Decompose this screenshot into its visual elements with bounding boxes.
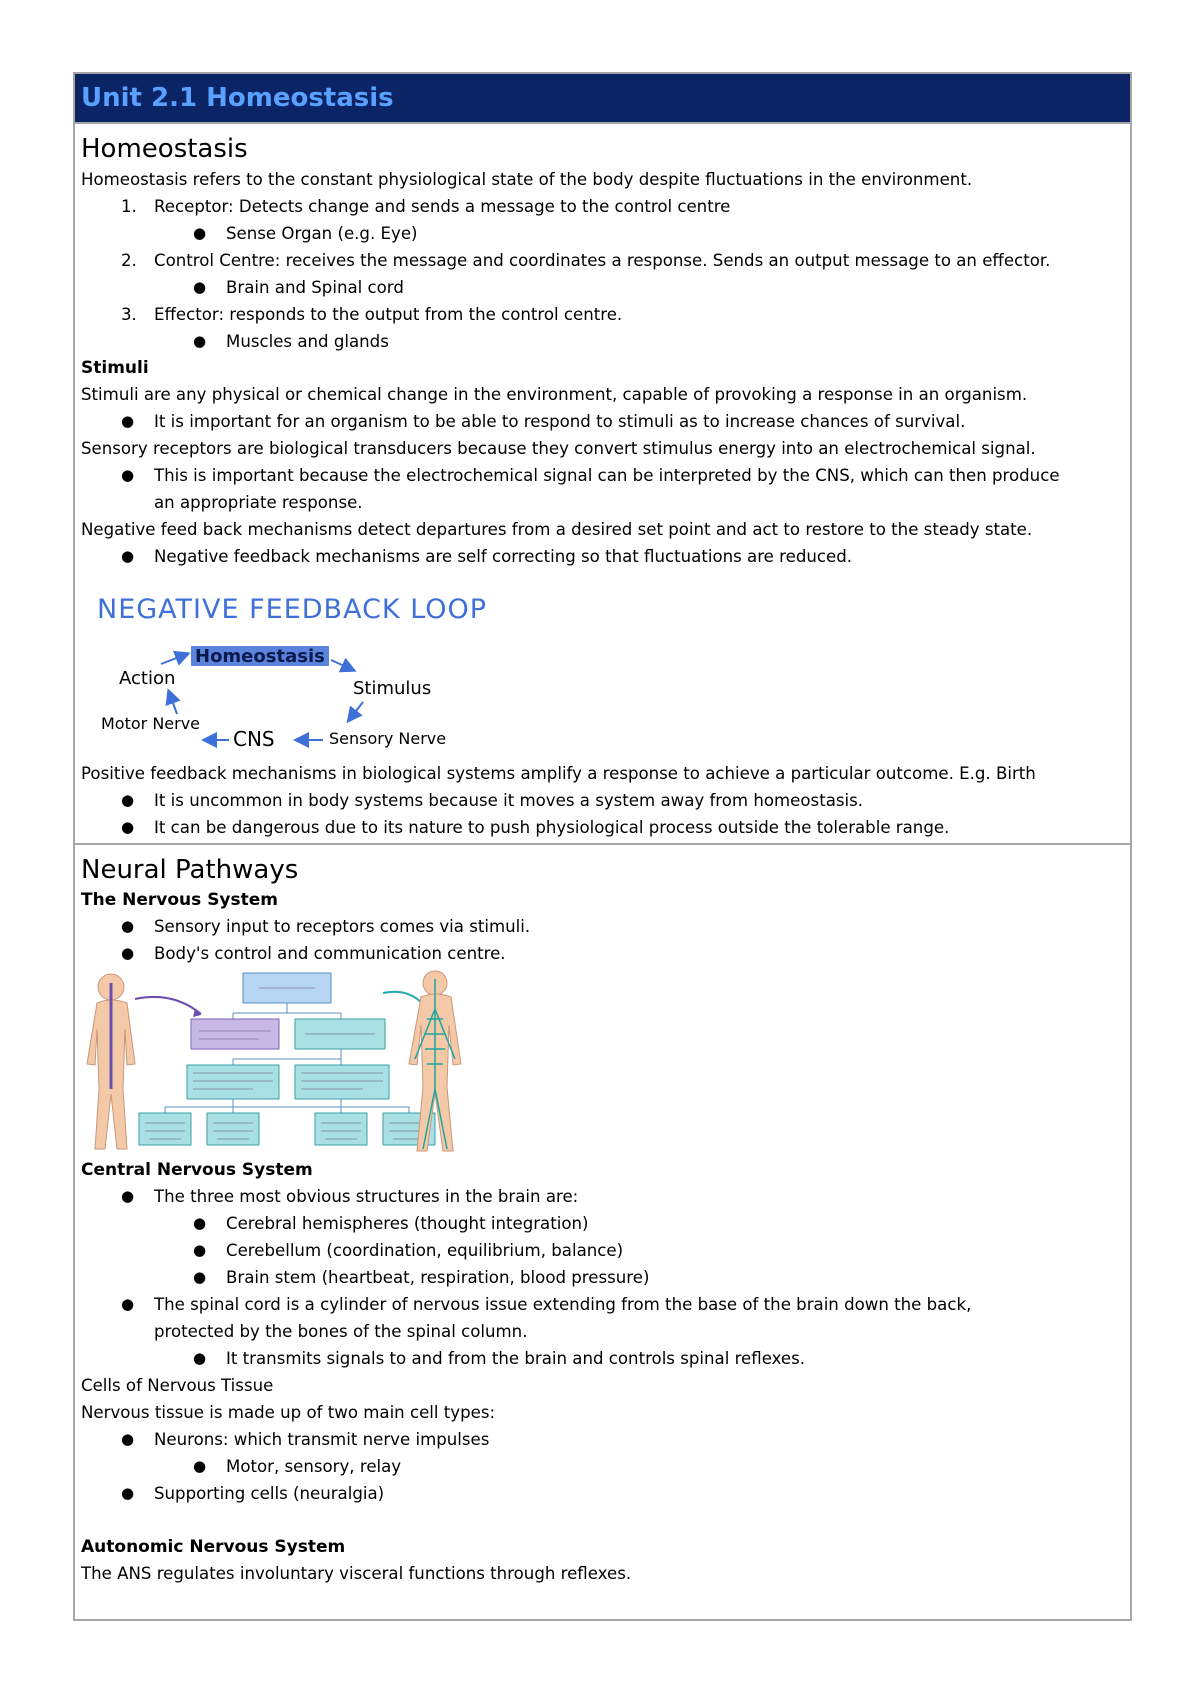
- nervous-system-heading: The Nervous System: [81, 890, 279, 910]
- bullet-icon: ●: [121, 1484, 135, 1502]
- loop-sensory-nerve-label: Sensory Nerve: [329, 729, 447, 748]
- sympathetic-box: [139, 1113, 191, 1145]
- spinal-cord-sub-text: It transmits signals to and from the brain and controls spinal reflexes.: [226, 1349, 806, 1368]
- step-2-number: 2.: [121, 251, 137, 270]
- step-2-sub-text: Brain and Spinal cord: [226, 278, 404, 297]
- step-2: [81, 247, 1124, 274]
- feedback-loop-diagram: [91, 574, 511, 764]
- ns-bullet-2: [81, 940, 1124, 967]
- positive-bullet-2-text: It can be dangerous due to its nature to push physiological process outside the tolerable range.: [154, 818, 950, 837]
- bullet-icon: ●: [121, 547, 135, 565]
- supporting-cells-bullet: [81, 1480, 1124, 1507]
- ans-heading: Autonomic Nervous System: [81, 1537, 346, 1557]
- brain-part-1: [81, 1210, 1124, 1237]
- step-3-sub-text: Muscles and glands: [226, 332, 389, 351]
- negative-feedback-bullet: [81, 543, 1124, 570]
- loop-homeostasis-label: Homeostasis: [195, 646, 325, 667]
- title-bar: [75, 74, 1130, 122]
- arrow-motor-to-action: [169, 692, 177, 714]
- step-1-sub: [81, 220, 1124, 247]
- cns-heading: Central Nervous System: [81, 1160, 313, 1180]
- neuron-types: [81, 1453, 1124, 1480]
- cns-box: [191, 1019, 279, 1049]
- brain-part-1-text: Cerebral hemispheres (thought integration): [226, 1214, 589, 1233]
- cells-heading: Cells of Nervous Tissue: [81, 1376, 274, 1395]
- brain-part-2: [81, 1237, 1124, 1264]
- bullet-icon: ●: [193, 1268, 207, 1286]
- spinal-cord-sub: [81, 1345, 1124, 1372]
- neurons-bullet: [81, 1426, 1124, 1453]
- neural-pathways-heading: Neural Pathways: [81, 855, 299, 885]
- nervous-system-diagram: [83, 969, 473, 1159]
- cns-intro-text: The three most obvious structures in the brain are:: [154, 1187, 579, 1206]
- arrow-action-to-homeostasis: [161, 654, 187, 664]
- bullet-icon: ●: [121, 917, 135, 935]
- cells-intro: Nervous tissue is made up of two main cell types:: [81, 1403, 496, 1422]
- receptors-definition: Sensory receptors are biological transducers because they convert stimulus energy into an electrochemical signal.: [81, 439, 1036, 458]
- document-page: [73, 72, 1132, 1621]
- positive-bullet-2: [81, 814, 1124, 841]
- parasympathetic-box: [207, 1113, 259, 1145]
- positive-feedback-definition: Positive feedback mechanisms in biological systems amplify a response to achieve a particular outcome. E.g. Birth: [81, 764, 1036, 783]
- brain-part-3-text: Brain stem (heartbeat, respiration, blood pressure): [226, 1268, 650, 1287]
- bullet-icon: ●: [193, 1457, 207, 1475]
- receptors-bullet-text: This is important because the electrochemical signal can be interpreted by the CNS, which can then produce an appropriate response.: [154, 466, 1060, 512]
- arrow-stimulus-to-sensory: [349, 702, 363, 720]
- supporting-cells-text: Supporting cells (neuralgia): [154, 1484, 385, 1503]
- step-1: [81, 193, 1124, 220]
- nervous-system-figure: [81, 967, 1124, 1157]
- step-1-number: 1.: [121, 197, 137, 216]
- loop-action-label: Action: [119, 668, 176, 689]
- homeostasis-section: [75, 122, 1130, 843]
- autonomic-box: [187, 1065, 279, 1099]
- loop-motor-nerve-label: Motor Nerve: [101, 714, 201, 733]
- bullet-icon: ●: [121, 412, 135, 430]
- bullet-icon: ●: [121, 818, 135, 836]
- step-3-text: Effector: responds to the output from the control centre.: [154, 305, 623, 324]
- page-title: Unit 2.1 Homeostasis: [81, 83, 394, 113]
- spacer: [81, 1507, 1124, 1534]
- positive-bullet-1: [81, 787, 1124, 814]
- negative-feedback-definition: Negative feed back mechanisms detect departures from a desired set point and act to restore to the steady state.: [81, 520, 1033, 539]
- bullet-icon: ●: [121, 1430, 135, 1448]
- stimuli-bullet: [81, 408, 1124, 435]
- homeostasis-intro: Homeostasis refers to the constant physiological state of the body despite fluctuations in the environment.: [81, 170, 973, 189]
- step-1-text: Receptor: Detects change and sends a message to the control centre: [154, 197, 731, 216]
- step-2-sub: [81, 274, 1124, 301]
- bullet-icon: ●: [193, 1241, 207, 1259]
- neuron-types-text: Motor, sensory, relay: [226, 1457, 402, 1476]
- brain-part-2-text: Cerebellum (coordination, equilibrium, balance): [226, 1241, 624, 1260]
- loop-stimulus-label: Stimulus: [353, 678, 432, 699]
- ns-bullet-2-text: Body's control and communication centre.: [154, 944, 506, 963]
- bullet-icon: ●: [121, 944, 135, 962]
- arrow-homeostasis-to-stimulus: [331, 660, 353, 670]
- bullet-icon: ●: [193, 278, 207, 296]
- bullet-icon: ●: [193, 1349, 207, 1367]
- ns-bullet-1: [81, 913, 1124, 940]
- stimuli-definition: Stimuli are any physical or chemical change in the environment, capable of provoking a response in an organism.: [81, 385, 1028, 404]
- bullet-icon: ●: [121, 1295, 135, 1313]
- step-3-number: 3.: [121, 305, 137, 324]
- bullet-icon: ●: [193, 332, 207, 350]
- neurons-text: Neurons: which transmit nerve impulses: [154, 1430, 490, 1449]
- ans-text: The ANS regulates involuntary visceral functions through reflexes.: [81, 1564, 632, 1583]
- bullet-icon: ●: [193, 224, 207, 242]
- bullet-icon: ●: [121, 1187, 135, 1205]
- step-3-sub: [81, 328, 1124, 355]
- sensory-division-box: [315, 1113, 367, 1145]
- step-2-text: Control Centre: receives the message and coordinates a response. Sends an output message to an effector.: [154, 251, 1051, 270]
- stimuli-bullet-text: It is important for an organism to be able to respond to stimuli as to increase chances of survival.: [154, 412, 966, 431]
- loop-cns-label: CNS: [233, 727, 275, 751]
- neural-pathways-section: [75, 843, 1130, 1619]
- brain-part-3: [81, 1264, 1124, 1291]
- loop-title: NEGATIVE FEEDBACK LOOP: [97, 594, 488, 625]
- spinal-cord-text: The spinal cord is a cylinder of nervous issue extending from the base of the brain down the back, protected by the bones of the spinal column.: [154, 1295, 972, 1341]
- somatic-box: [295, 1065, 389, 1099]
- step-3: [81, 301, 1124, 328]
- stimuli-heading: Stimuli: [81, 358, 149, 378]
- spinal-cord-bullet: [81, 1291, 1124, 1345]
- receptors-bullet: [81, 462, 1124, 516]
- step-1-sub-text: Sense Organ (e.g. Eye): [226, 224, 418, 243]
- positive-bullet-1-text: It is uncommon in body systems because it moves a system away from homeostasis.: [154, 791, 864, 810]
- cns-intro-bullet: [81, 1183, 1124, 1210]
- bullet-icon: ●: [121, 466, 135, 484]
- bullet-icon: ●: [193, 1214, 207, 1232]
- homeostasis-heading: Homeostasis: [81, 134, 248, 164]
- ns-bullet-1-text: Sensory input to receptors comes via stimuli.: [154, 917, 531, 936]
- negative-feedback-bullet-text: Negative feedback mechanisms are self correcting so that fluctuations are reduced.: [154, 547, 853, 566]
- body-silhouette-left: [87, 974, 135, 1149]
- negative-feedback-loop-figure: [81, 570, 1124, 760]
- bullet-icon: ●: [121, 791, 135, 809]
